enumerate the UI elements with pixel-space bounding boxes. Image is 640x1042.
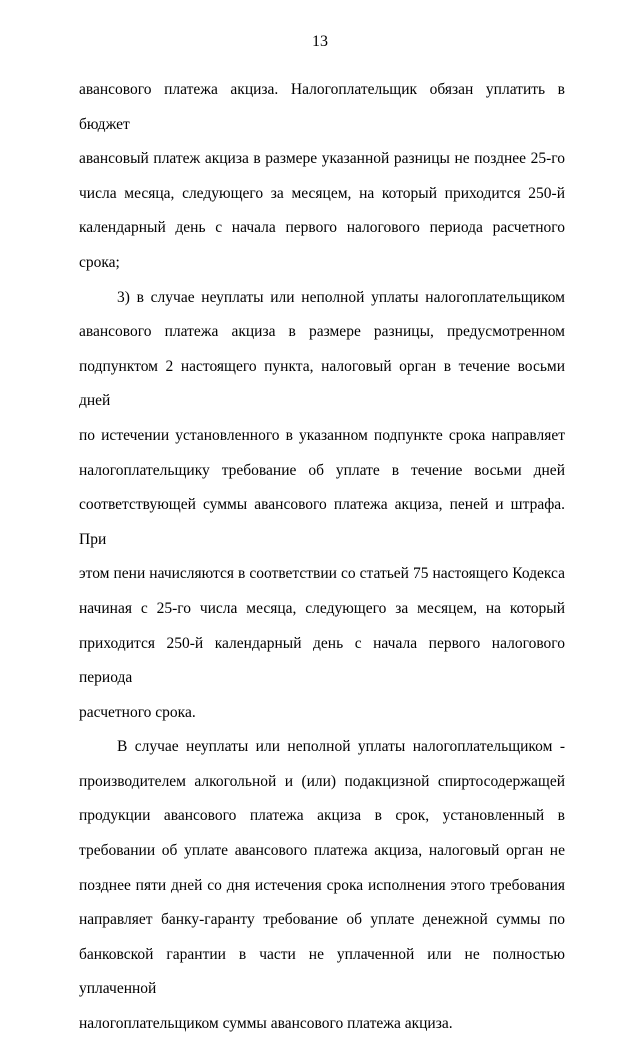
text-line: календарный день с начала первого налогового периода расчетного срока; [79, 219, 565, 271]
paragraph-2 [79, 281, 565, 731]
text-line: этом пени начисляются в соответствии со статьей 75 настоящего Кодекса [79, 565, 565, 583]
document-body [79, 73, 565, 1042]
paragraph-1 [79, 73, 565, 281]
text-line: приходится 250-й календарный день с начала первого налогового периода [79, 634, 565, 687]
text-line: банковской гарантии в части не уплаченной или не полностью уплаченной [79, 945, 565, 998]
text-line: налогоплательщиком суммы авансового платежа акциза. [79, 1015, 453, 1033]
text-line: требовании об уплате авансового платежа акциза, налоговый орган не [79, 842, 565, 860]
text-line: направляет банку-гаранту требование об уплате денежной суммы по [79, 911, 565, 929]
text-line: продукции авансового платежа акциза в срок, установленный в [79, 807, 565, 825]
text-line: по истечении установленного в указанном подпункте срока направляет [79, 426, 565, 444]
text-line: 3) в случае неуплаты или неполной уплаты налогоплательщиком [117, 288, 565, 306]
paragraph-3 [79, 730, 565, 1041]
text-line: расчетного срока. [79, 703, 196, 721]
text-line: авансового платежа акциза в размере разницы, предусмотренном [79, 323, 565, 341]
text-line: числа месяца, следующего за месяцем, на который приходится 250-й [79, 184, 565, 202]
text-line: начиная с 25-го числа месяца, следующего за месяцем, на который [79, 599, 565, 617]
text-line: производителем алкогольной и (или) подакцизной спиртосодержащей [79, 772, 565, 790]
text-line: авансового платежа акциза. Налогоплательщик обязан уплатить в бюджет [79, 81, 565, 133]
text-line: налогоплательщику требование об уплате в течение восьми дней [79, 461, 565, 479]
text-line: соответствующей суммы авансового платежа акциза, пеней и штрафа. При [79, 496, 565, 548]
text-line: В случае неуплаты или неполной уплаты налогоплательщиком - [117, 738, 565, 756]
text-line: подпунктом 2 настоящего пункта, налоговый орган в течение восьми дней [79, 357, 565, 410]
text-line: авансовый платеж акциза в размере указанной разницы не позднее 25-го [79, 150, 565, 168]
page-number: 13 [312, 33, 328, 50]
text-line: позднее пяти дней со дня истечения срока исполнения этого требования [79, 876, 565, 894]
